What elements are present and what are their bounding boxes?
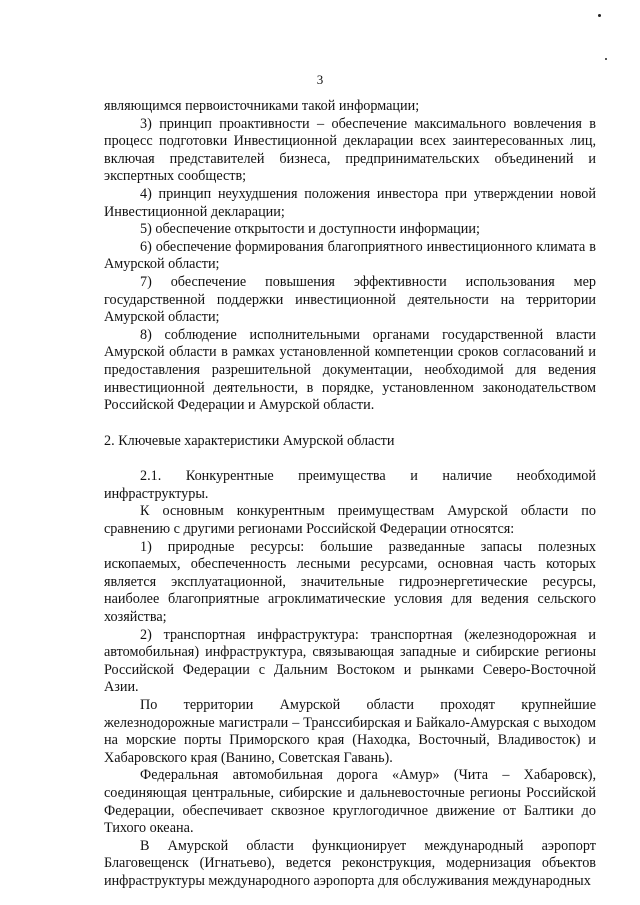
paragraph: 5) обеспечение открытости и доступности информации; [140, 221, 480, 238]
scan-dot-mark [605, 58, 607, 60]
paragraph: являющимся первоисточниками такой информации; [104, 98, 420, 114]
paragraph: 8) соблюдение исполнительными органами государственной власти Амурской области в рамках установленной компетенции сроков согласований и предоставления разрешительной документации, необходимой для ведения инвестиционной деятельности, в порядке, установленном законодательством Российской Федерации и Амурской области. [104, 326, 596, 414]
paragraph: 3) принцип проактивности – обеспечение максимального вовлечения в процесс подготовки Инвестиционной декларации всех заинтересованных лиц, включая представителей бизнеса, предпринимательских объединений и экспертных сообществ; [104, 115, 596, 185]
paragraph: 1) природные ресурсы: большие разведанные запасы полезных ископаемых, обеспеченность лесными ресурсами, основная часть которых является эксплуатационной, значительные гидроэнергетические ресурсы, наиболее благоприятные агроклиматические условия для ведения сельского хозяйства; [104, 538, 596, 626]
paragraph: 4) принцип неухудшения положения инвестора при утверждении новой Инвестиционной декларации; [104, 185, 596, 220]
paragraph: 2.1. Конкурентные преимущества и наличие необходимой инфраструктуры. [104, 468, 596, 502]
paragraph: В Амурской области функционирует международный аэропорт Благовещенск (Игнатьево), ведется реконструкция, модернизация объектов инфраструктуры международного аэропорта для обслуживания международных [104, 837, 596, 889]
document-body [104, 98, 596, 891]
page-number: 3 [316, 72, 324, 87]
scan-dot-mark [598, 14, 601, 17]
paragraph: Федеральная автомобильная дорога «Амур» (Чита – Хабаровск), соединяющая центральные, сибирские и дальневосточные регионы Российской Федерации, обеспечивает сквозное круглогодичное движение от Балтики до Тихого океана. [104, 767, 596, 837]
section-heading: 2. Ключевые характеристики Амурской области [104, 432, 395, 449]
paragraph: 2) транспортная инфраструктура: транспортная (железнодорожная и автомобильная) инфраструктура, связывающая западные и сибирские регионы Российской Федерации с Дальним Востоком и рынками Северо-Восточной Азии. [104, 626, 596, 696]
paragraph: К основным конкурентным преимуществам Амурской области по сравнению с другими регионами Российской Федерации относятся: [104, 503, 596, 538]
paragraph: По территории Амурской области проходят крупнейшие железнодорожные магистрали – Транссибирская и Байкало-Амурская с выходом на морские порты Приморского края (Находка, Восточный, Владивосток) и Хабаровского края (Ванино, Советская Гавань). [104, 697, 596, 766]
paragraph: 6) обеспечение формирования благоприятного инвестиционного климата в Амурской области; [104, 238, 596, 273]
paragraph: 7) обеспечение повышения эффективности использования мер государственной поддержки инвестиционной деятельности на территории Амурской области; [104, 273, 596, 326]
